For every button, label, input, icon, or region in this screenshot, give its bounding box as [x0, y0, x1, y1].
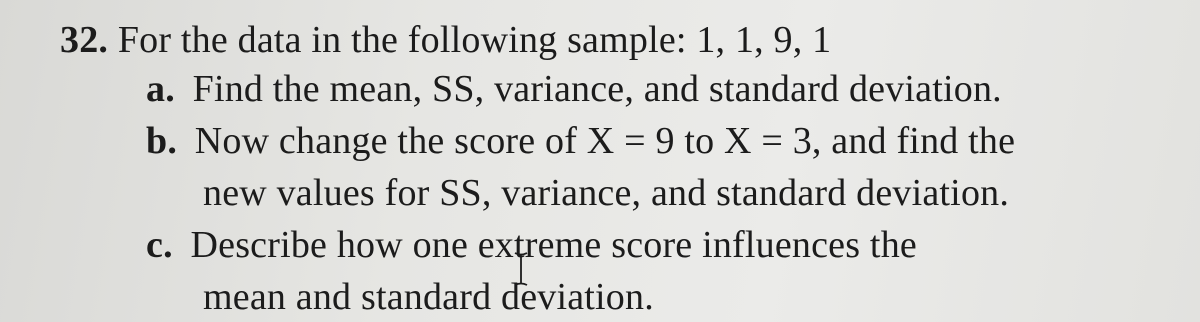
part-b-letter: b. [146, 120, 178, 162]
part-c-text-2: mean and standard deviation. [203, 276, 654, 318]
part-a-letter: a. [146, 68, 175, 110]
part-c-text-1: Describe how one extreme score influences the [190, 224, 917, 266]
question-number: 32. [60, 19, 109, 61]
part-b-line-2 [203, 171, 1009, 215]
question-stem: For the data in the following sample: 1, 1, 9, 1 [117, 19, 832, 61]
text-cursor-icon [514, 252, 528, 286]
part-a-text: Find the mean, SS, variance, and standard deviation. [192, 68, 1002, 110]
part-b-line-1 [146, 119, 1015, 163]
part-c-line-1 [146, 223, 917, 267]
part-b-text-1: Now change the score of X = 9 to X = 3, and find the [194, 120, 1016, 162]
part-b-text-2: new values for SS, variance, and standard deviation. [203, 172, 1010, 214]
part-a-line [146, 67, 1002, 111]
part-c-line-2 [203, 275, 654, 319]
part-c-letter: c. [146, 224, 173, 266]
question-stem-line [60, 18, 831, 62]
